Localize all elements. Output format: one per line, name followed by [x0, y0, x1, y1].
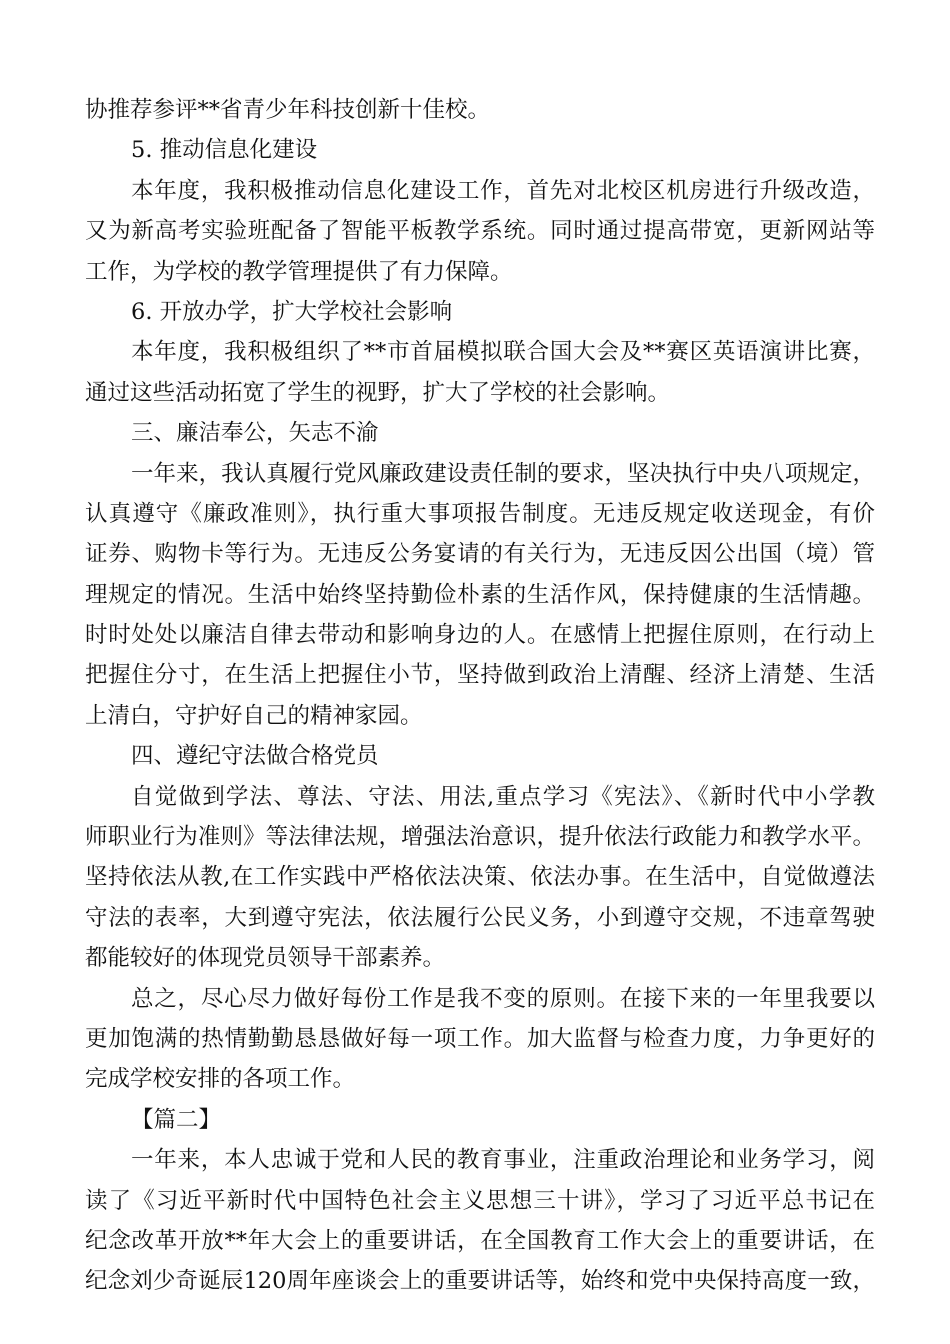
text-line: 完成学校安排的各项工作。: [85, 1066, 356, 1093]
text-line: 一年来，本人忠诚于党和人民的教育事业，注重政治理论和业务学习，阅: [131, 1147, 875, 1174]
text-line: 一年来，我认真履行党风廉政建设责任制的要求，坚决执行中央八项规定，: [131, 460, 875, 487]
text-line: 纪念刘少奇诞辰120周年座谈会上的重要讲话等，始终和党中央保持高度一致，: [85, 1268, 875, 1295]
text-line: 工作，为学校的教学管理提供了有力保障。: [85, 258, 513, 285]
text-line: 自觉做到学法、尊法、守法、用法,重点学习《宪法》、《新时代中小学教: [131, 783, 875, 810]
text-line: 上清白，守护好自己的精神家园。: [85, 702, 423, 729]
text-line: 通过这些活动拓宽了学生的视野，扩大了学校的社会影响。: [85, 379, 671, 406]
text-line: 纪念改革开放**年大会上的重要讲话，在全国教育工作大会上的重要讲话，在: [85, 1227, 875, 1254]
text-line: 读了《习近平新时代中国特色社会主义思想三十讲》，学习了习近平总书记在: [85, 1187, 875, 1214]
text-line: 都能较好的体现党员领导干部素养。: [85, 945, 446, 972]
text-line: 把握住分寸，在生活上把握住小节，坚持做到政治上清醒、经济上清楚、生活: [85, 662, 875, 689]
part-heading: 【篇二】: [131, 1106, 222, 1133]
section-heading: 三、廉洁奉公，矢志不渝: [131, 420, 379, 447]
text-line: 理规定的情况。生活中始终坚持勤俭朴素的生活作风，保持健康的生活情趣。: [85, 581, 875, 608]
document-page: [85, 90, 875, 1302]
text-line: 守法的表率，大到遵守宪法，依法履行公民义务，小到遵守交规，不违章驾驶: [85, 904, 875, 931]
text-line: 证券、购物卡等行为。无违反公务宴请的有关行为，无违反因公出国（境）管: [85, 541, 875, 568]
text-line: 时时处处以廉洁自律去带动和影响身边的人。在感情上把握住原则，在行动上: [85, 622, 875, 649]
text-line: 协推荐参评**省青少年科技创新十佳校。: [85, 97, 491, 123]
text-line: 总之，尽心尽力做好每份工作是我不变的原则。在接下来的一年里我要以: [131, 985, 875, 1012]
section-heading: 5. 推动信息化建设: [131, 137, 318, 164]
text-line: 师职业行为准则》等法律法规，增强法治意识，提升依法行政能力和教学水平。: [85, 824, 875, 851]
text-line: 更加饱满的热情勤勤恳恳做好每一项工作。加大监督与检查力度，力争更好的: [85, 1025, 875, 1052]
text-line: 认真遵守《廉政准则》，执行重大事项报告制度。无违反规定收送现金，有价: [85, 500, 875, 527]
text-line: 坚持依法从教,在工作实践中严格依法决策、依法办事。在生活中，自觉做遵法: [85, 864, 875, 891]
section-heading: 四、遵纪守法做合格党员: [131, 743, 379, 770]
section-heading: 6. 开放办学，扩大学校社会影响: [131, 298, 453, 325]
text-line: 本年度，我积极推动信息化建设工作，首先对北校区机房进行升级改造，: [131, 177, 875, 204]
text-line: 又为新高考实验班配备了智能平板教学系统。同时通过提高带宽，更新网站等: [85, 218, 875, 245]
text-line: 本年度，我积极组织了**市首届模拟联合国大会及**赛区英语演讲比赛，: [131, 339, 875, 366]
